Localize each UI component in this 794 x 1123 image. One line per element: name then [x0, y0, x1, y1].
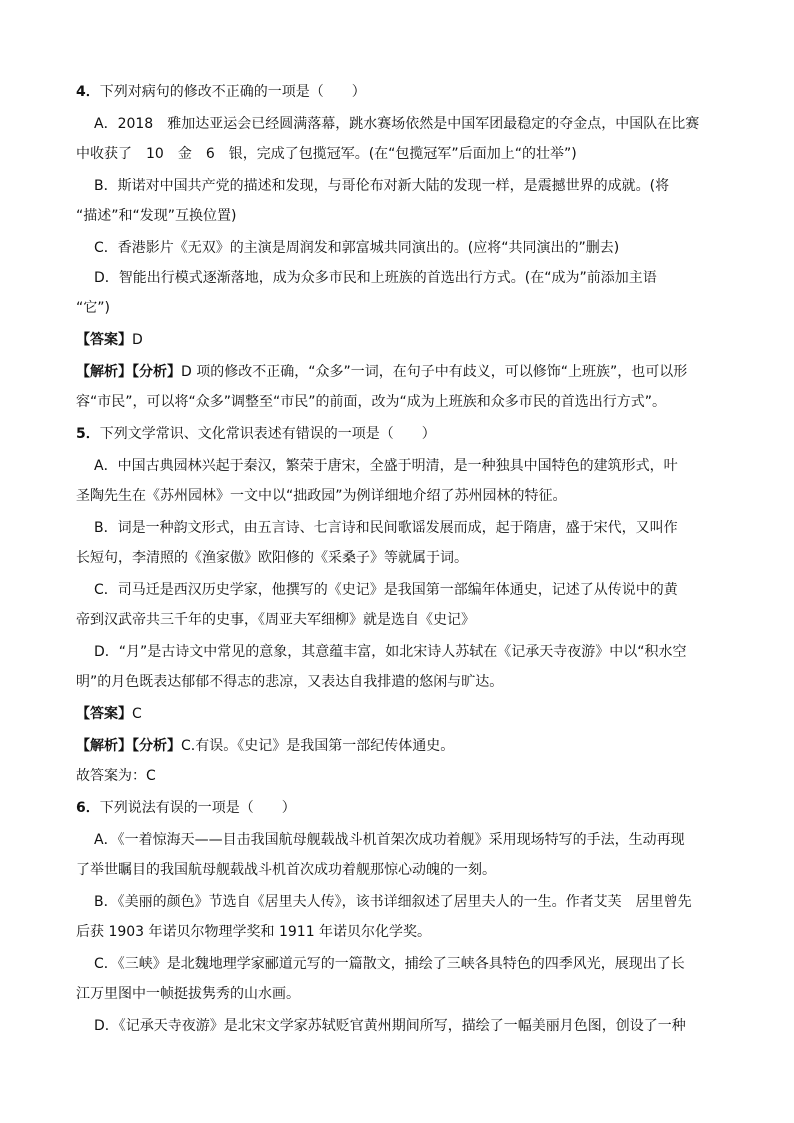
q6-option-d-line1: D．《记承天寺夜游》是北宋文学家苏轼贬官黄州期间所写，描绘了一幅美丽月色图，创设了一种: [94, 1018, 686, 1034]
q4-answer: [76, 330, 726, 350]
q5-option-a-line1: A．中国古典园林兴起于秦汉，繁荣于唐宋，全盛于明清，是一种独具中国特色的建筑形式，叶: [94, 458, 678, 474]
question-4-text: 下列对病句的修改不正确的一项是（ ）: [99, 84, 366, 100]
q6-option-b-line2: 后获 1903 年诺贝尔物理学奖和 1911 年诺贝尔化学奖。: [76, 924, 432, 940]
q4-analysis-text1: D 项的修改不正确，“众多”一词，在句子中有歧义，可以修饰“上班族”，也可以形: [181, 364, 688, 380]
q5-answer-label: 【答案】: [76, 706, 132, 722]
q6-option-a-line1: A．《一着惊海天——目击我国航母舰载战斗机首架次成功着舰》采用现场特写的手法，生动再现: [94, 832, 685, 848]
q4-analysis-line2: 容“市民”，可以将“众多”调整至“市民”的前面，改为“成为上班族和众多市民的首选出行方式”。: [76, 394, 667, 410]
q4-option-a-line2: 中收获了 10 金 6 银，完成了包揽冠军。(在“包揽冠军”后面加上“的壮举”): [76, 146, 577, 162]
q5-conclusion: 故答案为：C: [76, 768, 156, 784]
q4-analysis-label: 【解析】【分析】: [76, 364, 181, 380]
q6-option-c-line2: 江万里图中一帧挺拔隽秀的山水画。: [76, 986, 300, 1002]
q4-answer-value: D: [132, 332, 143, 348]
q5-analysis-line1: [76, 736, 726, 756]
q4-analysis-line1: [76, 362, 726, 382]
q5-option-d-line2: 明”的月色既表达郁郁不得志的悲凉，又表达自我排遣的悠闲与旷达。: [76, 674, 504, 690]
question-4-stem: [76, 82, 726, 102]
question-5-stem: [76, 424, 726, 444]
question-4-number: 4．: [76, 84, 100, 100]
q5-option-b-line1: B．词是一种韵文形式，由五言诗、七言诗和民间歌谣发展而成，起于隋唐，盛于宋代，又叫作: [94, 520, 678, 536]
q4-option-d-line2: “它”): [76, 300, 110, 316]
question-5-number: 5．: [76, 426, 100, 442]
q4-option-a-line1: A．2018 雅加达亚运会已经圆满落幕，跳水赛场依然是中国军团最稳定的夺金点，中国队在比赛: [94, 116, 700, 132]
q6-option-c-line1: C．《三峡》是北魏地理学家郦道元写的一篇散文，捕绘了三峡各具特色的四季风光，展现出了长: [94, 956, 685, 972]
q5-option-c-line1: C．司马迁是西汉历史学家，他撰写的《史记》是我国第一部编年体通史，记述了从传说中的黄: [94, 582, 678, 598]
q5-answer-value: C: [132, 706, 142, 722]
q5-option-c-line2: 帝到汉武帝共三千年的史事，《周亚夫军细柳》就是选自《史记》: [76, 612, 475, 628]
question-6-stem: [76, 798, 726, 818]
q5-option-b-line2: 长短句，李清照的《渔家傲》欧阳修的《采桑子》等就属于词。: [76, 550, 468, 566]
q5-analysis-text1: C.有误。《史记》是我国第一部纪传体通史。: [181, 738, 455, 754]
q4-option-d-line1: D．智能出行模式逐渐落地，成为众多市民和上班族的首选出行方式。(在“成为”前添加主语: [94, 270, 657, 286]
q4-option-c-line1: C．香港影片《无双》的主演是周润发和郭富城共同演出的。(应将“共同演出的”删去): [94, 240, 620, 256]
question-5-text: 下列文学常识、文化常识表述有错误的一项是（ ）: [99, 426, 436, 442]
q6-option-b-line1: B．《美丽的颜色》节选自《居里夫人传》，该书详细叙述了居里夫人的一生。作者艾芙 居里曾先: [94, 894, 692, 910]
q4-option-b-line1: B．斯诺对中国共产党的描述和发现，与哥伦布对新大陆的发现一样，是震撼世界的成就。(将: [94, 178, 670, 194]
q5-analysis-label: 【解析】【分析】: [76, 738, 181, 754]
q4-option-b-line2: “描述”和“发现”互换位置): [76, 208, 237, 224]
q5-option-a-line2: 圣陶先生在《苏州园林》一文中以“拙政园”为例详细地介绍了苏州园林的特征。: [76, 488, 567, 504]
q6-option-a-line2: 了举世瞩目的我国航母舰载战斗机首次成功着舰那惊心动魄的一刻。: [76, 862, 496, 878]
q4-answer-label: 【答案】: [76, 332, 132, 348]
question-6-text: 下列说法有误的一项是（ ）: [99, 800, 296, 816]
q5-answer: [76, 704, 726, 724]
q5-option-d-line1: D．“月”是古诗文中常见的意象，其意蕴丰富，如北宋诗人苏轼在《记承天寺夜游》中以“积水空: [94, 644, 687, 660]
question-6-number: 6．: [76, 800, 100, 816]
